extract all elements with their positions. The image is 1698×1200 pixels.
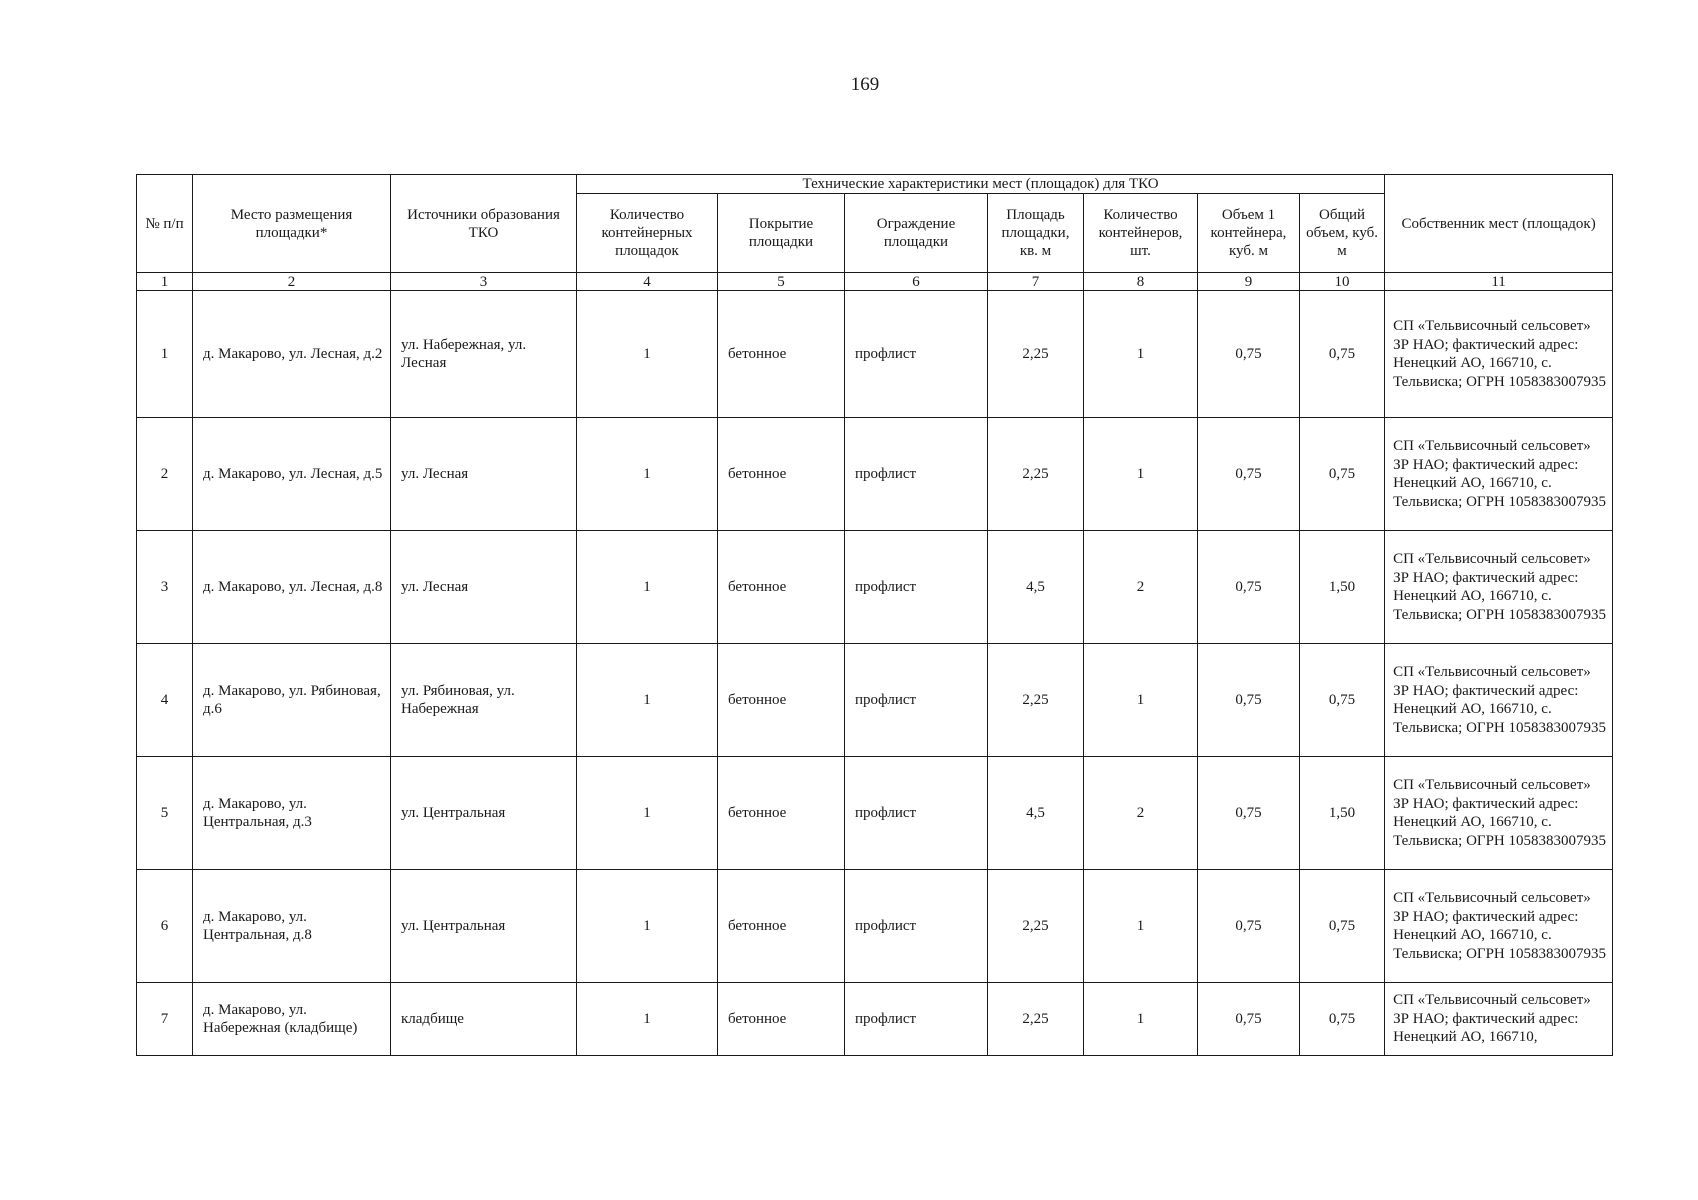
cell-containers: 1 bbox=[1084, 291, 1198, 418]
header-containers: Количество контейнеров, шт. bbox=[1084, 194, 1198, 273]
cell-owner: СП «Тельвисочный сельсовет» ЗР НАО; фактический адрес: Ненецкий АО, 166710, с. Тельвиска; ОГРН 1058383007935 bbox=[1385, 757, 1613, 870]
cell-site-count: 1 bbox=[577, 757, 718, 870]
table-row bbox=[137, 418, 1613, 531]
container-sites-table bbox=[136, 174, 1613, 1056]
column-number: 7 bbox=[988, 273, 1084, 291]
cell-fence: профлист bbox=[845, 870, 988, 983]
cell-place: д. Макарово, ул. Лесная, д.8 bbox=[193, 531, 391, 644]
cell-total-volume: 0,75 bbox=[1300, 644, 1385, 757]
cell-number: 6 bbox=[137, 870, 193, 983]
cell-cover: бетонное bbox=[718, 531, 845, 644]
header-volume-one: Объем 1 контейнера, куб. м bbox=[1198, 194, 1300, 273]
header-owner: Собственник мест (площадок) bbox=[1385, 175, 1613, 273]
cell-source: ул. Центральная bbox=[391, 757, 577, 870]
cell-total-volume: 0,75 bbox=[1300, 870, 1385, 983]
cell-site-count: 1 bbox=[577, 870, 718, 983]
cell-number: 7 bbox=[137, 983, 193, 1056]
cell-area: 2,25 bbox=[988, 983, 1084, 1056]
cell-number: 1 bbox=[137, 291, 193, 418]
column-number: 8 bbox=[1084, 273, 1198, 291]
column-number: 11 bbox=[1385, 273, 1613, 291]
cell-site-count: 1 bbox=[577, 291, 718, 418]
header-place: Место размещения площадки* bbox=[193, 175, 391, 273]
header-fence: Ограждение площадки bbox=[845, 194, 988, 273]
cell-place: д. Макарово, ул. Центральная, д.8 bbox=[193, 870, 391, 983]
cell-cover: бетонное bbox=[718, 291, 845, 418]
table-row bbox=[137, 531, 1613, 644]
cell-number: 4 bbox=[137, 644, 193, 757]
cell-place: д. Макарово, ул. Набережная (кладбище) bbox=[193, 983, 391, 1056]
cell-owner: СП «Тельвисочный сельсовет» ЗР НАО; фактический адрес: Ненецкий АО, 166710, с. Тельвиска; ОГРН 1058383007935 bbox=[1385, 870, 1613, 983]
cell-volume-one: 0,75 bbox=[1198, 983, 1300, 1056]
cell-total-volume: 0,75 bbox=[1300, 291, 1385, 418]
cell-fence: профлист bbox=[845, 531, 988, 644]
cell-place: д. Макарово, ул. Центральная, д.3 bbox=[193, 757, 391, 870]
cell-site-count: 1 bbox=[577, 531, 718, 644]
cell-source: кладбище bbox=[391, 983, 577, 1056]
cell-cover: бетонное bbox=[718, 870, 845, 983]
column-number: 4 bbox=[577, 273, 718, 291]
cell-place: д. Макарово, ул. Лесная, д.2 bbox=[193, 291, 391, 418]
cell-cover: бетонное bbox=[718, 983, 845, 1056]
column-number: 10 bbox=[1300, 273, 1385, 291]
cell-area: 2,25 bbox=[988, 418, 1084, 531]
cell-site-count: 1 bbox=[577, 644, 718, 757]
column-number: 9 bbox=[1198, 273, 1300, 291]
cell-owner: СП «Тельвисочный сельсовет» ЗР НАО; фактический адрес: Ненецкий АО, 166710, с. Тельвиска; ОГРН 1058383007935 bbox=[1385, 644, 1613, 757]
cell-source: ул. Лесная bbox=[391, 418, 577, 531]
cell-source: ул. Набережная, ул. Лесная bbox=[391, 291, 577, 418]
cell-volume-one: 0,75 bbox=[1198, 644, 1300, 757]
cell-site-count: 1 bbox=[577, 983, 718, 1056]
cell-containers: 2 bbox=[1084, 531, 1198, 644]
cell-area: 2,25 bbox=[988, 291, 1084, 418]
cell-owner: СП «Тельвисочный сельсовет» ЗР НАО; фактический адрес: Ненецкий АО, 166710, с. Тельвиска; ОГРН 1058383007935 bbox=[1385, 418, 1613, 531]
column-number: 6 bbox=[845, 273, 988, 291]
cell-source: ул. Центральная bbox=[391, 870, 577, 983]
table-row bbox=[137, 870, 1613, 983]
header-area: Площадь площадки, кв. м bbox=[988, 194, 1084, 273]
cell-source: ул. Лесная bbox=[391, 531, 577, 644]
header-number: № п/п bbox=[137, 175, 193, 273]
table-row bbox=[137, 983, 1613, 1056]
cell-fence: профлист bbox=[845, 644, 988, 757]
table-row bbox=[137, 757, 1613, 870]
cell-fence: профлист bbox=[845, 983, 988, 1056]
cell-volume-one: 0,75 bbox=[1198, 291, 1300, 418]
cell-volume-one: 0,75 bbox=[1198, 531, 1300, 644]
cell-volume-one: 0,75 bbox=[1198, 418, 1300, 531]
cell-area: 4,5 bbox=[988, 757, 1084, 870]
cell-containers: 1 bbox=[1084, 418, 1198, 531]
cell-containers: 1 bbox=[1084, 983, 1198, 1056]
cell-volume-one: 0,75 bbox=[1198, 870, 1300, 983]
column-number: 2 bbox=[193, 273, 391, 291]
cell-site-count: 1 bbox=[577, 418, 718, 531]
cell-cover: бетонное bbox=[718, 644, 845, 757]
header-total-volume: Общий объем, куб. м bbox=[1300, 194, 1385, 273]
cell-area: 4,5 bbox=[988, 531, 1084, 644]
page-number: 169 bbox=[850, 74, 880, 95]
cell-area: 2,25 bbox=[988, 870, 1084, 983]
cell-place: д. Макарово, ул. Рябиновая, д.6 bbox=[193, 644, 391, 757]
cell-containers: 1 bbox=[1084, 870, 1198, 983]
cell-containers: 2 bbox=[1084, 757, 1198, 870]
column-number: 5 bbox=[718, 273, 845, 291]
cell-cover: бетонное bbox=[718, 757, 845, 870]
header-source: Источники образования ТКО bbox=[391, 175, 577, 273]
cell-owner: СП «Тельвисочный сельсовет» ЗР НАО; фактический адрес: Ненецкий АО, 166710, с. Тельвиска; ОГРН 1058383007935 bbox=[1385, 531, 1613, 644]
cell-volume-one: 0,75 bbox=[1198, 757, 1300, 870]
column-number: 1 bbox=[137, 273, 193, 291]
cell-number: 5 bbox=[137, 757, 193, 870]
column-number: 3 bbox=[391, 273, 577, 291]
header-site-count: Количество контейнерных площадок bbox=[577, 194, 718, 273]
table-row bbox=[137, 644, 1613, 757]
cell-area: 2,25 bbox=[988, 644, 1084, 757]
cell-total-volume: 0,75 bbox=[1300, 983, 1385, 1056]
cell-fence: профлист bbox=[845, 418, 988, 531]
cell-containers: 1 bbox=[1084, 644, 1198, 757]
cell-fence: профлист bbox=[845, 291, 988, 418]
header-tech-group: Технические характеристики мест (площадок) для ТКО bbox=[577, 175, 1385, 194]
cell-place: д. Макарово, ул. Лесная, д.5 bbox=[193, 418, 391, 531]
cell-owner: СП «Тельвисочный сельсовет» ЗР НАО; фактический адрес: Ненецкий АО, 166710, с. Тельвиска; ОГРН 1058383007935 bbox=[1385, 291, 1613, 418]
cell-total-volume: 1,50 bbox=[1300, 757, 1385, 870]
cell-fence: профлист bbox=[845, 757, 988, 870]
cell-total-volume: 0,75 bbox=[1300, 418, 1385, 531]
column-number-row bbox=[137, 273, 1613, 291]
header-cover: Покрытие площадки bbox=[718, 194, 845, 273]
cell-number: 3 bbox=[137, 531, 193, 644]
cell-number: 2 bbox=[137, 418, 193, 531]
table-row bbox=[137, 291, 1613, 418]
cell-cover: бетонное bbox=[718, 418, 845, 531]
cell-total-volume: 1,50 bbox=[1300, 531, 1385, 644]
cell-source: ул. Рябиновая, ул. Набережная bbox=[391, 644, 577, 757]
cell-owner: СП «Тельвисочный сельсовет» ЗР НАО; фактический адрес: Ненецкий АО, 166710, bbox=[1385, 983, 1613, 1056]
